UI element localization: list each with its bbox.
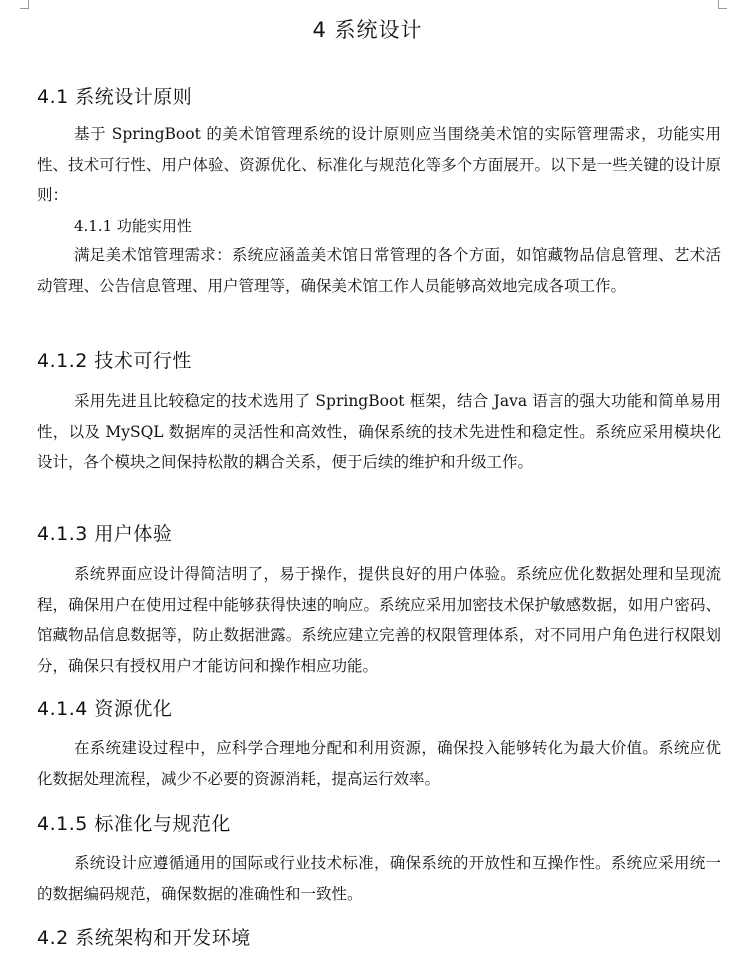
- page-corner-mark: [718, 0, 727, 9]
- paragraph-4-1-1: 满足美术馆管理需求：系统应涵盖美术馆日常管理的各个方面，如馆藏物品信息管理、艺术活动管理、公告信息管理、用户管理等，确保美术馆工作人员能够高效地完成各项工作。: [37, 246, 721, 295]
- paragraph-4-1-5: 系统设计应遵循通用的国际或行业技术标准，确保系统的开放性和互操作性。系统应采用统一的数据编码规范，确保数据的准确性和一致性。: [37, 854, 721, 903]
- page-corner-mark: [20, 0, 29, 9]
- subsection-heading-4-1-2: 4.1.2 技术可行性: [37, 350, 192, 372]
- section-heading-4-1: 4.1 系统设计原则: [37, 86, 193, 108]
- section-heading-4-2: 4.2 系统架构和开发环境: [37, 927, 251, 949]
- subsection-heading-4-1-3: 4.1.3 用户体验: [37, 523, 173, 545]
- paragraph-4-1-2: 采用先进且比较稳定的技术选用了 SpringBoot 框架，结合 Java 语言的强大功能和简单易用性，以及 MySQL 数据库的灵活性和高效性，确保系统的技术先进性和稳定性。系统应采用模块化设计，各个模块之间保持松散的耦合关系，便于后续的维护和升级工作。: [37, 392, 721, 471]
- subsection-heading-4-1-5: 4.1.5 标准化与规范化: [37, 813, 231, 835]
- subsection-heading-4-1-4: 4.1.4 资源优化: [37, 698, 173, 720]
- subsection-heading-4-1-1: 4.1.1 功能实用性: [74, 217, 192, 235]
- chapter-title: 4 系统设计: [312, 18, 423, 42]
- paragraph-4-1: 基于 SpringBoot 的美术馆管理系统的设计原则应当围绕美术馆的实际管理需求，功能实用性、技术可行性、用户体验、资源优化、标准化与规范化等多个方面展开。以下是一些关键的设计原则：: [37, 125, 721, 204]
- paragraph-4-1-4: 在系统建设过程中，应科学合理地分配和利用资源，确保投入能够转化为最大价值。系统应优化数据处理流程，减少不必要的资源消耗，提高运行效率。: [37, 739, 721, 788]
- paragraph-4-1-3: 系统界面应设计得简洁明了，易于操作，提供良好的用户体验。系统应优化数据处理和呈现流程，确保用户在使用过程中能够获得快速的响应。系统应采用加密技术保护敏感数据，如用户密码、馆藏物品信息数据等，防止数据泄露。系统应建立完善的权限管理体系，对不同用户角色进行权限划分，确保只有授权用户才能访问和操作相应功能。: [37, 565, 721, 675]
